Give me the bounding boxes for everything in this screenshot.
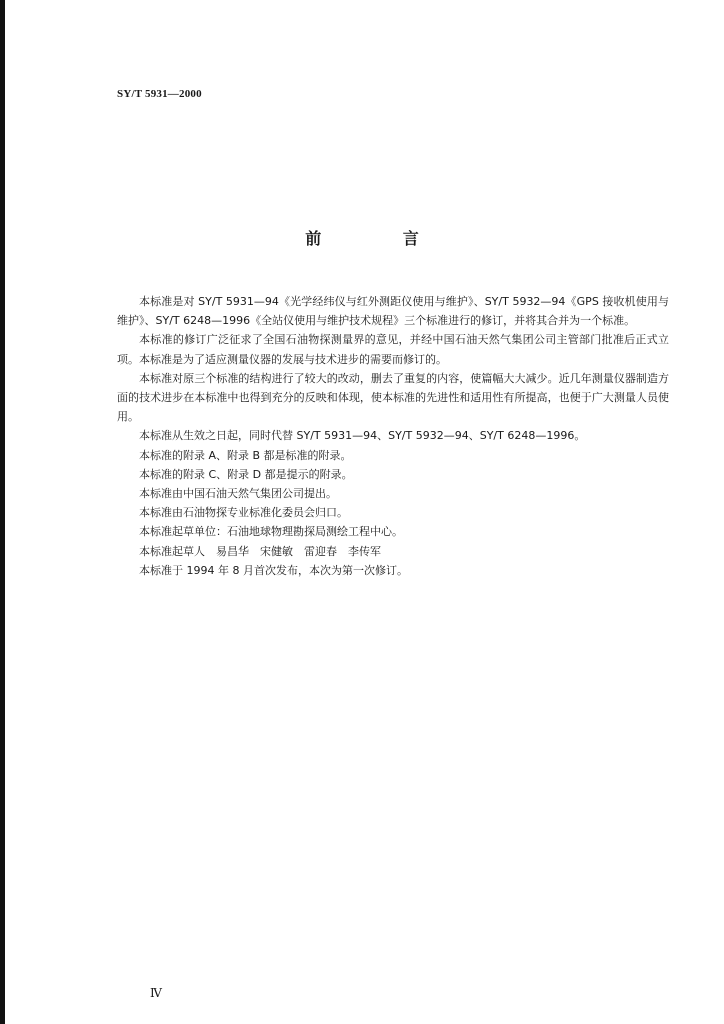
- paragraph: 本标准对原三个标准的结构进行了较大的改动，删去了重复的内容，使篇幅大大减少。近几年测量仪器制造方面的技术进步在本标准中也得到充分的反映和体现，使本标准的先进性和适用性有所提高，也便于广大测量人员使用。: [117, 371, 669, 424]
- paragraph: 本标准由中国石油天然气集团公司提出。: [139, 487, 337, 501]
- page-number: Ⅳ: [150, 986, 162, 1000]
- paragraph: 本标准从生效之日起，同时代替 SY/T 5931—94、SY/T 5932—94、SY/T 6248—1996。: [139, 429, 586, 443]
- paragraph: 本标准起草单位：石油地球物理勘探局测绘工程中心。: [139, 525, 403, 539]
- page-title: 前 言: [305, 229, 457, 248]
- scan-edge: [0, 0, 5, 1024]
- paragraph: 本标准由石油物探专业标准化委员会归口。: [139, 506, 348, 520]
- paragraph: 本标准的附录 A、附录 B 都是标准的附录。: [139, 448, 352, 462]
- paragraph: 本标准的附录 C、附录 D 都是提示的附录。: [139, 467, 353, 481]
- paragraph: 本标准是对 SY/T 5931—94《光学经纬仪与红外测距仪使用与维护》、SY/T 5932—94《GPS 接收机使用与维护》、SY/T 6248—1996《全站仪使用与维护技术规程》三个标准进行的修订，并将其合并为一个标准。: [117, 295, 669, 328]
- paragraph: 本标准于 1994 年 8 月首次发布，本次为第一次修订。: [139, 563, 408, 577]
- document-code: SY/T 5931—2000: [117, 88, 202, 100]
- paragraph: 本标准的修订广泛征求了全国石油物探测量界的意见，并经中国石油天然气集团公司主管部门批准后正式立项。本标准是为了适应测量仪器的发展与技术进步的需要而修订的。: [117, 333, 669, 366]
- foreword-body: [117, 292, 669, 580]
- paragraph: 本标准起草人 易昌华 宋健敏 雷迎春 李传军: [139, 544, 381, 558]
